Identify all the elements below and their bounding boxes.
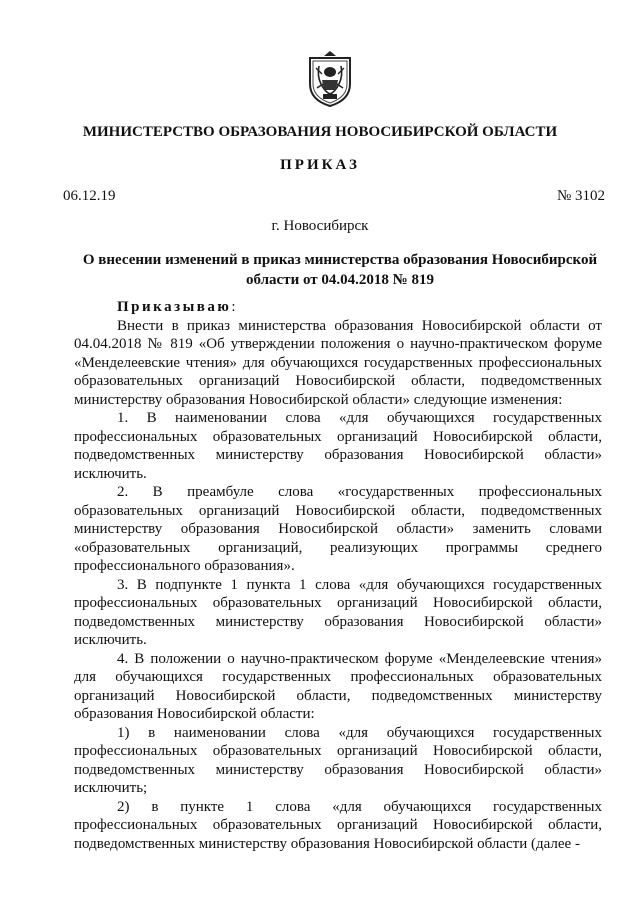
ministry-title: МИНИСТЕРСТВО ОБРАЗОВАНИЯ НОВОСИБИРСКОЙ ОБЛАСТИ [82, 124, 558, 140]
order-intro [74, 298, 602, 317]
document-body [74, 298, 602, 853]
paragraph: 3. В подпункте 1 пункта 1 слова «для обучающихся государственных профессиональных образовательных организаций Новосибирской области, подведомственных министерству образования Новосибирской области» исключить. [74, 576, 602, 648]
order-subject: О внесении изменений в приказ министерства образования Новосибирской области от 04.04.2018 № 819 [82, 252, 598, 288]
coat-of-arms-icon [305, 50, 355, 108]
paragraph: 2) в пункте 1 слова «для обучающихся государственных профессиональных образовательных организаций Новосибирской области, подведомственных министерству образования Новосибирской области (далее - [74, 798, 602, 852]
order-date: 06.12.19 [63, 188, 116, 204]
paragraph: 2. В преамбуле слова «государственных профессиональных образовательных организаций Новосибирской области, подведомственных министерству образования Новосибирской области» заменить словами «образовательных организаций, реализующих программы среднего профессионального образования». [74, 484, 602, 574]
paragraph: Внести в приказ министерства образования Новосибирской области от 04.04.2018 № 819 «Об утверждении положения о научно-практическом форуме «Менделеевские чтения» для обучающихся государственных профессиональных образовательных организаций Новосибирской области, подведомственных министерству образования Новосибирской области» следующие изменения: [74, 317, 602, 408]
document-type: ПРИКАЗ [280, 157, 360, 173]
paragraph: 4. В положении о научно-практическом форуме «Менделеевские чтения» для обучающихся государственных профессиональных образовательных организаций Новосибирской области, подведомственных министерству образования Новосибирской области: [74, 650, 602, 722]
order-colon: : [231, 299, 236, 315]
order-number: № 3102 [556, 188, 605, 204]
order-word: Приказываю [117, 299, 232, 315]
city: г. Новосибирск [271, 218, 369, 234]
paragraph: 1) в наименовании слова «для обучающихся государственных профессиональных образовательных организаций Новосибирской области, подведомственных министерству образования Новосибирской области» исключить; [74, 724, 602, 796]
paragraph: 1. В наименовании слова «для обучающихся государственных профессиональных образовательных организаций Новосибирской области, подведомственных министерству образования Новосибирской области» исключить. [74, 410, 602, 482]
